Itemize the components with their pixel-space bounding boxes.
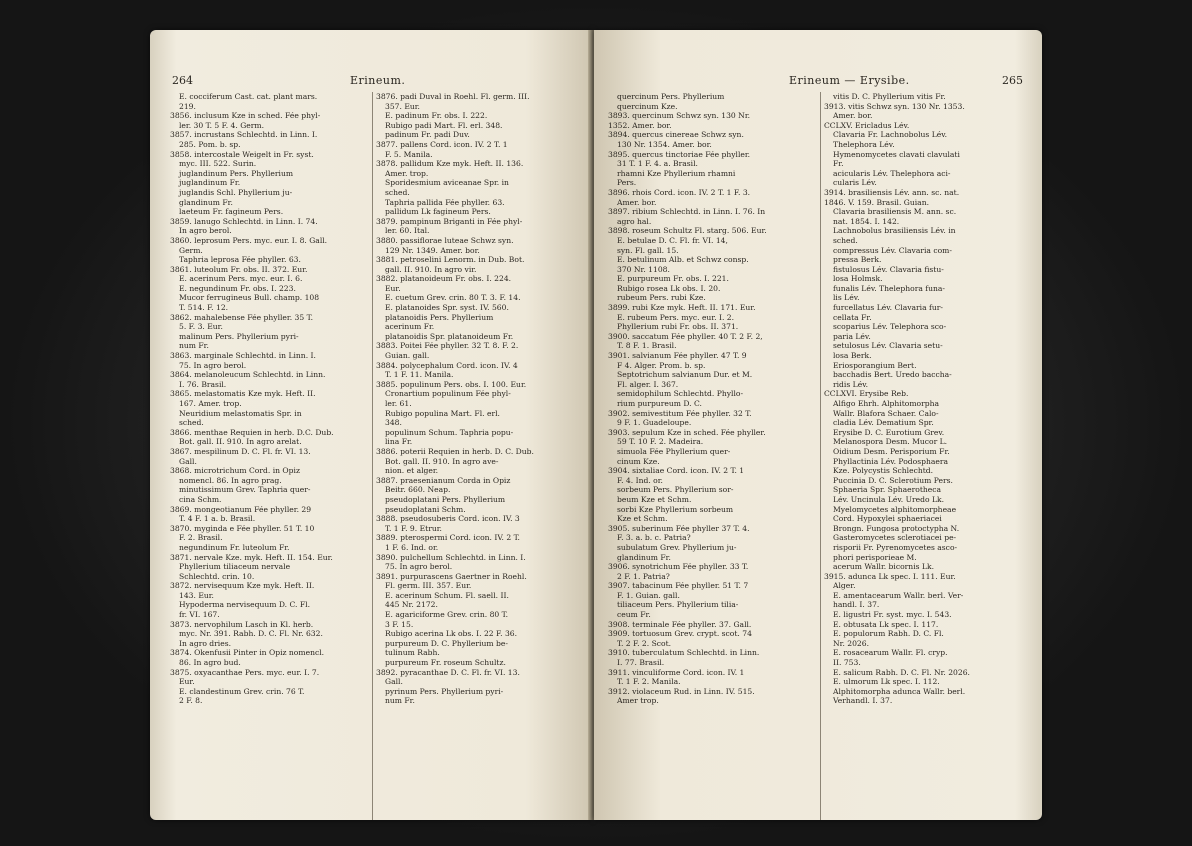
index-line: Erysibe D. C. Eurotium Grev. bbox=[833, 427, 945, 437]
index-line: Clavaria Fr. Lachnobolus Lév. bbox=[833, 130, 948, 140]
index-line: 3864. melanoleucum Schlechtd. in Linn. bbox=[170, 370, 326, 380]
index-line: pallidum Lk fagineum Pers. bbox=[385, 207, 491, 217]
index-line: Rubigo padi Mart. Fl. erl. 348. bbox=[385, 120, 503, 130]
index-line: Lachnobolus brasiliensis Lév. in bbox=[833, 226, 956, 236]
index-line: E. betulae D. C. Fl. fr. VI. 14, bbox=[617, 235, 728, 245]
index-line: phori perisporieae M. bbox=[833, 552, 917, 562]
index-line: nat. 1854. I. 142. bbox=[833, 216, 900, 226]
index-line: T. 1 F. 9. Etrur. bbox=[385, 523, 442, 533]
index-line: I. 76. Brasil. bbox=[179, 379, 227, 389]
index-line: subulatum Grev. Phyllerium ju- bbox=[617, 542, 737, 552]
index-line: 3899. rubi Kze myk. Heft. II. 171. Eur. bbox=[608, 303, 756, 313]
index-line: F. 2. Brasil. bbox=[179, 533, 223, 543]
index-line: 130 Nr. 1354. Amer. bor. bbox=[617, 139, 712, 149]
left-page-number: 264 bbox=[172, 74, 193, 87]
index-line: Sphaeria Spr. Sphaerotheca bbox=[833, 485, 942, 495]
left-running-head: Erineum. bbox=[350, 74, 406, 87]
index-line: Fl. alger. I. 367. bbox=[617, 379, 679, 389]
index-line: sorbeum Pers. Phyllerium sor- bbox=[617, 485, 734, 495]
index-line: 3898. roseum Schultz Fl. starg. 506. Eur. bbox=[608, 226, 767, 236]
right-running-head: Erineum — Erysibe. bbox=[789, 74, 910, 87]
index-line: 3907. tabacinum Fée phyller. 51 T. 7 bbox=[608, 581, 749, 591]
index-line: E. clandestinum Grev. crin. 76 T. bbox=[179, 686, 305, 696]
index-line: cina Schm. bbox=[179, 494, 222, 504]
index-line: 3882. platanoideum Fr. obs. I. 224. bbox=[376, 274, 512, 284]
index-line: num Fr. bbox=[179, 341, 209, 351]
index-line: 3856. inclusum Kze in sched. Fée phyl- bbox=[170, 111, 321, 121]
index-line: num Fr. bbox=[385, 696, 415, 706]
index-line: fr. VI. 167. bbox=[179, 610, 220, 620]
index-line: tiliaceum Pers. Phyllerium tilia- bbox=[617, 600, 739, 610]
index-line: Nr. 2026. bbox=[833, 638, 870, 648]
index-line: 3901. salvianum Fée phyller. 47 T. 9 bbox=[608, 351, 747, 361]
index-line: Taphria leprosa Fée phyller. 63. bbox=[179, 255, 301, 265]
index-line: losa Holmsk. bbox=[833, 274, 883, 284]
index-line: Guian. gall. bbox=[385, 351, 430, 361]
index-line: 3877. pallens Cord. icon. IV. 2 T. 1 bbox=[376, 139, 508, 149]
index-line: Hymenomycetes clavati clavulati bbox=[833, 149, 960, 159]
index-line: Amer. trop. bbox=[385, 168, 429, 178]
index-line: E. ligustri Fr. syst. myc. I. 543. bbox=[833, 610, 952, 620]
index-line: E. betulinum Alb. et Schwz consp. bbox=[617, 255, 749, 265]
index-line: 357. Eur. bbox=[385, 101, 420, 111]
index-line: 3867. mespilinum D. C. Fl. fr. VI. 13. bbox=[170, 446, 311, 456]
index-line: Fr. bbox=[833, 159, 844, 169]
index-line: 348. bbox=[385, 418, 402, 428]
index-line: ridis Lév. bbox=[833, 379, 868, 389]
index-line: E. ulmorum Lk spec. I. 112. bbox=[833, 677, 940, 687]
index-line: E. acerinum Pers. myc. eur. I. 6. bbox=[179, 274, 303, 284]
index-line: platanoidis Spr. platanoideum Fr. bbox=[385, 331, 514, 341]
index-line: 3887. praesenianum Corda in Opiz bbox=[376, 475, 511, 485]
index-line: furcellatus Lév. Clavaria fur- bbox=[833, 303, 943, 313]
index-line: 3866. menthae Requien in herb. D.C. Dub. bbox=[170, 427, 334, 437]
index-line: Phyllerium tiliaceum nervale bbox=[179, 562, 291, 572]
left-column-1 bbox=[170, 92, 382, 706]
index-line: Phyllerium rubi Fr. obs. II. 371. bbox=[617, 322, 739, 332]
index-line: 3915. adunca Lk spec. I. 111. Eur. bbox=[824, 571, 956, 581]
index-line: syn. Fl. gall. 15. bbox=[617, 245, 679, 255]
index-line: F. 5. Manila. bbox=[385, 149, 433, 159]
index-line: 3897. ribium Schlechtd. in Linn. I. 76. In bbox=[608, 207, 766, 217]
index-line: lis Lév. bbox=[833, 293, 860, 303]
index-line: 3 F. 15. bbox=[385, 619, 414, 629]
index-line: ler. 60. Ital. bbox=[385, 226, 430, 236]
index-line: 3905. suberinum Fée phyller 37 T. 4. bbox=[608, 523, 750, 533]
index-line: rhamni Kze Phyllerium rhamni bbox=[617, 168, 736, 178]
index-line: 2 F. 1. Patria? bbox=[617, 571, 670, 581]
index-line: negundinum Fr. luteolum Fr. bbox=[179, 542, 290, 552]
index-line: cladia Lév. Dematium Spr. bbox=[833, 418, 934, 428]
index-line: 3888. pseudosuberis Cord. icon. IV. 3 bbox=[376, 514, 520, 524]
index-line: 75. In agro berol. bbox=[385, 562, 453, 572]
index-line: acicularis Lév. Thelephora aci- bbox=[833, 168, 951, 178]
index-line: E. platanoides Spr. syst. IV. 560. bbox=[385, 303, 509, 313]
index-line: pseudoplatani Pers. Phyllerium bbox=[385, 494, 506, 504]
left-column-2 bbox=[376, 92, 588, 706]
index-line: bacchadis Bert. Uredo baccha- bbox=[833, 370, 952, 380]
index-line: 3872. nervisequum Kze myk. Heft. II. bbox=[170, 581, 315, 591]
index-line: Alfigo Ehrh. Alphitomorpha bbox=[833, 399, 940, 408]
index-line: E. agariciforme Grev. crin. 80 T. bbox=[385, 610, 509, 620]
index-line: Bot. gall. II. 910. In agro ave- bbox=[385, 456, 499, 466]
index-line: 3874. Okenfusii Pinter in Opiz nomencl. bbox=[170, 648, 325, 658]
index-line: Clavaria brasiliensis M. ann. sc. bbox=[833, 207, 957, 217]
index-line: 3906. synotrichum Fée phyller. 33 T. bbox=[608, 562, 749, 572]
index-line: E. padinum Fr. obs. I. 222. bbox=[385, 111, 488, 121]
left-column-divider bbox=[372, 92, 373, 820]
index-line: laeteum Fr. fagineum Pers. bbox=[179, 207, 284, 217]
index-line: Kze. Polycystis Schlechtd. bbox=[833, 466, 934, 476]
index-line: Hypoderma nervisequum D. C. Fl. bbox=[179, 600, 310, 610]
index-line: Phyllactinia Lév. Podosphaera bbox=[833, 456, 949, 466]
index-line: Cord. Hypoxylei sphaeriacei bbox=[833, 514, 942, 524]
index-line: E. salicum Rabh. D. C. Fl. Nr. 2026. bbox=[833, 667, 970, 677]
index-line: cularis Lév. bbox=[833, 178, 877, 188]
index-line: handl. I. 37. bbox=[833, 600, 880, 610]
index-line: padinum Fr. padi Duv. bbox=[385, 130, 470, 140]
index-line: E. cocciferum Cast. cat. plant mars. bbox=[179, 92, 318, 101]
index-line: Kze et Schm. bbox=[617, 514, 668, 524]
index-line: Gasteromycetes sclerotiacei pe- bbox=[833, 533, 957, 543]
index-line: glandinum Fr. bbox=[179, 197, 233, 207]
right-column-2 bbox=[824, 92, 1036, 706]
index-line: Pers. bbox=[617, 178, 637, 188]
index-line: 3894. quercus cinereae Schwz syn. bbox=[608, 130, 744, 140]
index-line: juglandinum Pers. Phyllerium bbox=[179, 168, 294, 178]
index-line: platanoidis Pers. Phyllerium bbox=[385, 312, 494, 322]
index-line: Mucor ferrugineus Bull. champ. 108 bbox=[179, 293, 320, 303]
index-line: E. rosacearum Wallr. Fl. cryp. bbox=[833, 648, 948, 658]
index-line: Amer. bor. bbox=[617, 197, 657, 207]
index-line: 3913. vitis Schwz syn. 130 Nr. 1353. bbox=[824, 101, 965, 111]
index-line: semidophilum Schlechtd. Phyllo- bbox=[617, 389, 744, 399]
index-line: Verhandl. I. 37. bbox=[833, 696, 893, 706]
index-line: losa Berk. bbox=[833, 351, 872, 361]
index-line: F. 3. a. b. c. Patria? bbox=[617, 533, 691, 543]
index-line: 3858. intercostale Weigelt in Fr. syst. bbox=[170, 149, 314, 159]
index-line: Beitr. 660. Neap. bbox=[385, 485, 451, 495]
index-line: Gall. bbox=[385, 677, 403, 687]
index-line: ler. 30 T. 5 F. 4. Germ. bbox=[179, 120, 265, 130]
index-line: 1352. Amer. bor. bbox=[608, 120, 672, 130]
index-line: sched. bbox=[179, 418, 204, 428]
index-line: 59 T. 10 F. 2. Madeira. bbox=[617, 437, 704, 447]
index-line: 3896. rhois Cord. icon. IV. 2 T. 1 F. 3. bbox=[608, 187, 751, 197]
index-line: Puccinia D. C. Sclerotium Pers. bbox=[833, 475, 953, 485]
index-line: 143. Eur. bbox=[179, 590, 214, 600]
index-line: 3878. pallidum Kze myk. Heft. II. 136. bbox=[376, 159, 524, 169]
index-line: Myelomycetes alphitomorpheae bbox=[833, 504, 957, 514]
index-line: sched. bbox=[385, 187, 410, 197]
index-line: paria Lév. bbox=[833, 331, 871, 341]
index-line: T. 1 F. 11. Manila. bbox=[385, 370, 454, 380]
index-line: Amer trop. bbox=[617, 696, 659, 706]
index-line: T. 514. F. 12. bbox=[179, 303, 229, 313]
index-line: 167. Amer. trop. bbox=[179, 399, 242, 408]
index-line: risporii Fr. Pyrenomycetes asco- bbox=[833, 542, 958, 552]
index-line: Alphitomorpha adunca Wallr. berl. bbox=[833, 686, 966, 696]
index-line: 445 Nr. 2172. bbox=[385, 600, 438, 610]
index-line: 3908. terminale Fée phyller. 37. Gall. bbox=[608, 619, 752, 629]
index-line: T. 4 F. 1 a. b. Brasil. bbox=[179, 514, 256, 524]
index-line: 129 Nr. 1349. Amer. bor. bbox=[385, 245, 480, 255]
index-line: pressa Berk. bbox=[833, 255, 882, 265]
index-line: F. 1. Guian. gall. bbox=[617, 590, 680, 600]
index-line: 3893. quercinum Schwz syn. 130 Nr. bbox=[608, 111, 751, 121]
index-line: 3862. mahalebense Fée phyller. 35 T. bbox=[170, 312, 313, 322]
index-line: gall. II. 910. In agro vir. bbox=[385, 264, 477, 274]
index-line: Taphria pallida Fée phyller. 63. bbox=[385, 197, 505, 207]
index-line: 3883. Poitei Fée phyller. 32 T. 8. F. 2. bbox=[376, 341, 519, 351]
index-line: 3909. tortuosum Grev. crypt. scot. 74 bbox=[608, 629, 752, 639]
index-line: Rubigo populina Mart. Fl. erl. bbox=[385, 408, 500, 418]
index-line: T. 2 F. 2. Scot. bbox=[617, 638, 672, 648]
index-line: 3876. padi Duval in Roehl. Fl. germ. III. bbox=[376, 92, 530, 101]
index-line: compressus Lév. Clavaria com- bbox=[833, 245, 952, 255]
index-line: 3865. melastomatis Kze myk. Heft. II. bbox=[170, 389, 316, 399]
index-line: 3863. marginale Schlechtd. in Linn. I. bbox=[170, 351, 316, 361]
index-line: 3912. violaceum Rud. in Linn. IV. 515. bbox=[608, 686, 755, 696]
index-line: E. amentacearum Wallr. berl. Ver- bbox=[833, 590, 964, 600]
index-line: simuola Fée Phyllerium quer- bbox=[617, 446, 731, 456]
index-line: ceum Fr. bbox=[617, 610, 651, 620]
index-line: II. 753. bbox=[833, 658, 861, 668]
index-line: sched. bbox=[833, 235, 858, 245]
index-line: E. acerinum Schum. Fl. saell. II. bbox=[385, 590, 509, 600]
index-line: 86. In agro bud. bbox=[179, 658, 241, 668]
index-line: Rubigo acerina Lk obs. I. 22 F. 36. bbox=[385, 629, 518, 639]
index-line: 3903. sepulum Kze in sched. Fée phyller. bbox=[608, 427, 766, 437]
index-line: T. 8 F. 1. Brasil. bbox=[617, 341, 677, 351]
index-line: 3895. quercus tinctoriae Fée phyller. bbox=[608, 149, 751, 159]
index-line: Brongn. Fungosa protoctypha N. bbox=[833, 523, 960, 533]
index-line: Eur. bbox=[179, 677, 195, 687]
index-line: quercinum Kze. bbox=[617, 101, 678, 111]
index-line: cellata Fr. bbox=[833, 312, 872, 322]
index-line: 1 F. 6. Ind. or. bbox=[385, 542, 439, 552]
index-line: E. rubeum Pers. myc. eur. I. 2. bbox=[617, 312, 735, 322]
index-line: 285. Pom. b. sp. bbox=[179, 139, 241, 149]
index-line: populinum Schum. Taphria popu- bbox=[385, 427, 514, 437]
right-column-divider bbox=[820, 92, 821, 820]
index-line: 3886. poterii Requien in herb. D. C. Dub. bbox=[376, 446, 534, 456]
index-line: 1846. V. 159. Brasil. Guian. bbox=[824, 197, 929, 207]
index-line: juglandis Schl. Phyllerium ju- bbox=[179, 187, 293, 197]
index-line: funalis Lév. Thelephora funa- bbox=[833, 283, 945, 293]
index-line: Wallr. Blafora Schaer. Calo- bbox=[833, 408, 939, 418]
index-line: 3885. populinum Pers. obs. I. 100. Eur. bbox=[376, 379, 527, 389]
index-line: T. 1 F. 2. Manila. bbox=[617, 677, 681, 687]
index-line: 3892. pyracanthae D. C. Fl. fr. VI. 13. bbox=[376, 667, 520, 677]
index-line: Neuridium melastomatis Spr. in bbox=[179, 408, 302, 418]
index-line: rubeum Pers. rubi Kze. bbox=[617, 293, 706, 303]
right-page bbox=[594, 30, 1042, 820]
index-line: 3884. polycephalum Cord. icon. IV. 4 bbox=[376, 360, 518, 370]
index-line: Fl. germ. III. 357. Eur. bbox=[385, 581, 472, 591]
index-line: ler. 61. bbox=[385, 399, 412, 408]
index-line: Gall. bbox=[179, 456, 197, 466]
index-line: Schlechtd. crin. 10. bbox=[179, 571, 255, 581]
index-line: Alger. bbox=[833, 581, 856, 591]
index-line: 3873. nervophilum Lasch in Kl. herb. bbox=[170, 619, 314, 629]
index-line: acerinum Fr. bbox=[385, 322, 435, 332]
index-line: Cronartium populinum Fée phyl- bbox=[385, 389, 511, 399]
index-line: Oidium Desm. Perisporium Fr. bbox=[833, 446, 950, 456]
index-line: pseudoplatani Schm. bbox=[385, 504, 466, 514]
index-line: agro hal. bbox=[617, 216, 652, 226]
index-line: Amer. bor. bbox=[833, 111, 873, 121]
index-line: Sporidesmium aviceanae Spr. in bbox=[385, 178, 509, 188]
index-line: I. 77. Brasil. bbox=[617, 658, 665, 668]
index-line: 3911. vinculiforme Cord. icon. IV. 1 bbox=[608, 667, 745, 677]
index-line: E. obtusata Lk spec. I. 117. bbox=[833, 619, 939, 629]
index-line: F 4. Alger. Prom. b. sp. bbox=[617, 360, 706, 370]
index-line: 3910. tuberculatum Schlechtd. in Linn. bbox=[608, 648, 760, 658]
index-line: Rubigo rosea Lk obs. I. 20. bbox=[617, 283, 721, 293]
index-line: vitis D. C. Phyllerium vitis Fr. bbox=[833, 92, 946, 101]
index-line: 3891. purpurascens Gaertner in Roehl. bbox=[376, 571, 527, 581]
index-line: Eriosporangium Bert. bbox=[833, 360, 917, 370]
index-line: rium purpureum D. C. bbox=[617, 399, 702, 408]
index-line: In agro dries. bbox=[179, 638, 232, 648]
index-line: scoparius Lév. Telephora sco- bbox=[833, 322, 947, 332]
right-column-1 bbox=[608, 92, 820, 706]
index-line: 31 T. 1 F. 4. a. Brasil. bbox=[617, 159, 698, 169]
index-line: Septotrichum salvianum Dur. et M. bbox=[617, 370, 753, 380]
index-line: CCLXVI. Erysibe Reb. bbox=[824, 389, 909, 399]
index-line: 3875. oxyacanthae Pers. myc. eur. I. 7. bbox=[170, 667, 320, 677]
index-line: 3868. microtrichum Cord. in Opiz bbox=[170, 466, 300, 476]
index-line: setulosus Lév. Clavaria setu- bbox=[833, 341, 943, 351]
index-line: 3861. luteolum Fr. obs. II. 372. Eur. bbox=[170, 264, 308, 274]
index-line: Lév. Uncinula Lév. Uredo Lk. bbox=[833, 494, 945, 504]
index-line: 3902. semivestitum Fée phyller. 32 T. bbox=[608, 408, 752, 418]
index-line: Thelephora Lév. bbox=[833, 139, 895, 149]
index-line: 3904. sixtaliae Cord. icon. IV. 2 T. 1 bbox=[608, 466, 745, 476]
index-line: E. populorum Rabh. D. C. Fl. bbox=[833, 629, 944, 639]
index-line: Bot. gall. II. 910. In agro arelat. bbox=[179, 437, 302, 447]
index-line: purpureum Fr. roseum Schultz. bbox=[385, 658, 506, 668]
index-line: 5. F. 3. Eur. bbox=[179, 322, 223, 332]
index-line: myc. III. 522. Surin. bbox=[179, 159, 257, 169]
index-line: juglandinum Fr. bbox=[179, 178, 241, 188]
index-line: 75. In agro berol. bbox=[179, 360, 247, 370]
index-line: CCLXV. Ericladus Lév. bbox=[824, 120, 910, 130]
index-line: acerum Wallr. bicornis Lk. bbox=[833, 562, 934, 572]
index-line: 2 F. 8. bbox=[179, 696, 203, 706]
index-line: lina Fr. bbox=[385, 437, 413, 447]
index-line: nomencl. 86. In agro prag. bbox=[179, 475, 282, 485]
index-line: cinum Kze. bbox=[617, 456, 660, 466]
index-line: Melanospora Desm. Mucor L. bbox=[833, 437, 948, 447]
index-line: tulinum Rabh. bbox=[385, 648, 440, 658]
index-line: E. negundinum Fr. obs. I. 223. bbox=[179, 283, 296, 293]
index-line: 3859. lanugo Schlechtd. in Linn. I. 74. bbox=[170, 216, 318, 226]
index-line: quercinum Pers. Phyllerium bbox=[617, 92, 725, 101]
index-line: 3869. mongeotianum Fée phyller. 29 bbox=[170, 504, 312, 514]
index-line: 3860. leprosum Pers. myc. eur. I. 8. Gall. bbox=[170, 235, 328, 245]
index-line: 3880. passiflorae luteae Schwz syn. bbox=[376, 235, 514, 245]
index-line: 3881. petroselini Lenorm. in Dub. Bot. bbox=[376, 255, 525, 265]
index-line: 3870. myginda e Fée phyller. 51 T. 10 bbox=[170, 523, 315, 533]
index-line: 3857. incrustans Schlechtd. in Linn. I. bbox=[170, 130, 318, 140]
index-line: fistulosus Lév. Clavaria fistu- bbox=[833, 264, 944, 274]
left-page bbox=[150, 30, 592, 820]
index-line: 219. bbox=[179, 101, 196, 111]
index-line: 3900. saccatum Fée phyller. 40 T. 2 F. 2, bbox=[608, 331, 763, 341]
index-line: E. purpureum Fr. obs. I. 221. bbox=[617, 274, 729, 284]
index-line: 3879. pampinum Briganti in Fée phyl- bbox=[376, 216, 523, 226]
index-line: pyrinum Pers. Phyllerium pyri- bbox=[385, 686, 504, 696]
index-line: nion. et alger. bbox=[385, 466, 439, 476]
index-line: 370 Nr. 1108. bbox=[617, 264, 670, 274]
index-line: minutissimum Grev. Taphria quer- bbox=[179, 485, 311, 495]
index-line: 3889. pterospermi Cord. icon. IV. 2 T. bbox=[376, 533, 520, 543]
index-line: E. cuetum Grev. crin. 80 T. 3. F. 14. bbox=[385, 293, 521, 303]
index-line: glandinum Fr. bbox=[617, 552, 671, 562]
index-line: 3890. pulchellum Schlechtd. in Linn. I. bbox=[376, 552, 526, 562]
index-line: 3871. nervale Kze. myk. Heft. II. 154. Eur. bbox=[170, 552, 333, 562]
index-line: sorbi Kze Phyllerium sorbeum bbox=[617, 504, 734, 514]
index-line: Eur. bbox=[385, 283, 401, 293]
index-line: malinum Pers. Phyllerium pyri- bbox=[179, 331, 299, 341]
index-line: myc. Nr. 391. Rabh. D. C. Fl. Nr. 632. bbox=[179, 629, 323, 639]
index-line: 3914. brasiliensis Lév. ann. sc. nat. bbox=[824, 187, 960, 197]
right-page-number: 265 bbox=[1002, 74, 1023, 87]
index-line: Germ. bbox=[179, 245, 203, 255]
index-line: In agro berol. bbox=[179, 226, 232, 236]
index-line: purpureum D. C. Phyllerium be- bbox=[385, 638, 508, 648]
index-line: F. 4. Ind. or. bbox=[617, 475, 663, 485]
index-line: beum Kze et Schm. bbox=[617, 494, 692, 504]
index-line: 9 F. 1. Guadeloupe. bbox=[617, 418, 692, 428]
